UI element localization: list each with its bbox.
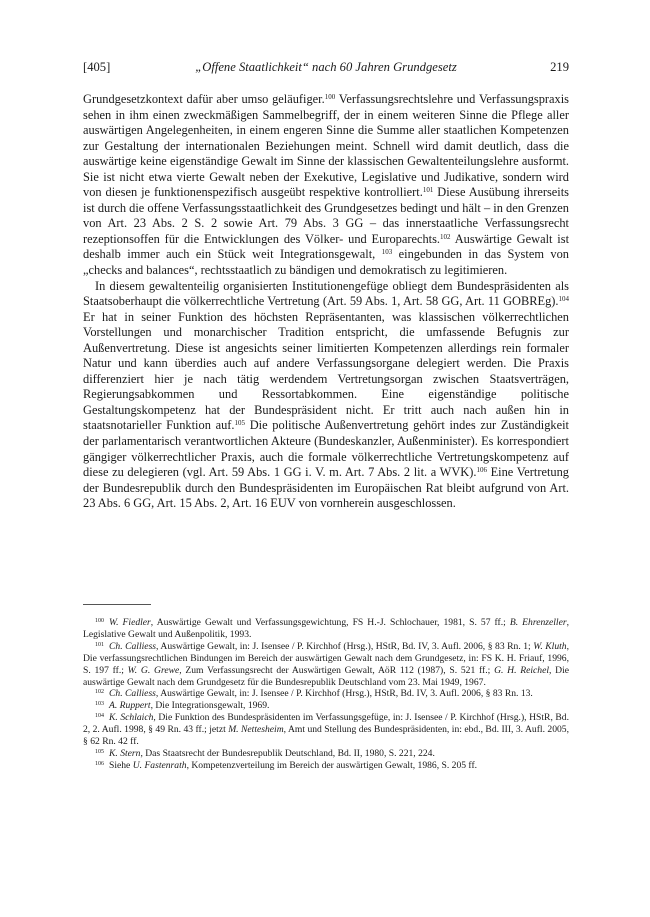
footnote (83, 617, 569, 641)
author-name: M. Nettesheim (228, 724, 284, 736)
author-name: U. Fastenrath (132, 759, 187, 771)
author-name: K. Stern (109, 747, 141, 759)
footnote-text: , Das Staatsrecht der Bundesrepublik Deutschland, Bd. II, 1980, S. 221, 224. (140, 747, 435, 759)
page-number: 219 (550, 60, 569, 74)
footnote-ref: 103 (381, 248, 393, 257)
text-run: Eine Vertretung der Bundesrepublik durch den Bundespräsidenten im Europäischen Rat bleibt aufgrund von Art. 23 Abs. 6 GG, Art. 15 Abs. 2, Art. 16 EUV von vornherein ausgeschlossen. (83, 465, 569, 511)
author-name: B. Ehrenzeller (509, 617, 567, 628)
paragraph-2 (83, 279, 569, 512)
text-run: Er hat in seiner Funktion des höchsten Repräsentanten, was klassischen völkerrechtlichen Vorstellungen und monarchischer Tradition entspricht, die umfassende Befugnis zur Außenvertretung. Diese ist angesichts seiner limitierten Kompetenzen allerdings rein formaler Natur und kann überdies auch auf andere Verfassungsorgane delegiert werden. Die Praxis differenziert hier je nach tätig werdendem Vertretungsorgan zwischen Staatsverträgen, Regierungsabkommen und Ressortabkommen. Eine eigenständige politische Gestaltungskompetenz hat der Bundespräsident nicht. Er tritt auch nach außen hin in staatsnotarieller Funktion auf. (83, 309, 569, 433)
running-header (83, 60, 569, 78)
author-name: W. Fiedler (109, 617, 151, 628)
text-run: Diese Ausübung ihrerseits ist durch die offene Verfassungsstaatlichkeit des Grundgesetzes bedingt und hält – in den Grenzen von Art. 23 Abs. 2 S. 2 sowie Art. 79 Abs. 3 GG – das innerstaatliche Verfassungsrecht rezeptionsoffen für die Entwicklungen des Völker- und Europarechts. (83, 185, 569, 246)
footnote-number: 106 (95, 760, 104, 767)
footnotes (83, 617, 569, 772)
footnote-number: 100 (95, 618, 104, 624)
text-run: eingebunden in das System von „checks and balances“, rechtsstaatlich zu bändigen und demokratisch zu legitimieren. (83, 247, 569, 278)
author-name: W. G. Grewe (127, 664, 180, 676)
footnote-text: , Kompetenzverteilung im Bereich der auswärtigen Gewalt, 1986, S. 205 ff. (186, 759, 478, 771)
footnote (83, 641, 569, 689)
text-run: In diesem gewaltenteilig organisierten Institutionengefüge obliegt dem Bundespräsidenten als Staatsoberhaupt die völkerrechtliche Vertretung (Art. 59 Abs. 1, Art. 58 GG, Art. 11 GOBREg). (83, 278, 569, 309)
footnote-text: , Die auswärtige Gewalt nach dem Grundgesetz für die Bundesrepublik Deutschland vom 23. Mai 1949, 1967. (83, 664, 570, 688)
footnote-ref: 101 (422, 186, 434, 195)
author-name: Ch. Calliess (109, 688, 156, 700)
text-run: Auswärtige Gewalt ist deshalb immer auch ein Stück weit Integrationsgewalt, (83, 231, 570, 262)
footnote-ref: 102 (440, 232, 451, 241)
page-label: [405] (83, 60, 111, 74)
author-name: Ch. Calliess (109, 640, 157, 652)
footnote (83, 748, 569, 760)
footnote-text: , Auswärtige Gewalt und Verfassungsgewichtung, FS H.-J. Schlochauer, 1981, S. 57 ff.; (150, 617, 510, 628)
footnote (83, 700, 569, 712)
footnote-ref: 100 (324, 93, 336, 101)
footnote (83, 760, 569, 772)
text-run: Die politische Außenvertretung gehört indes zur Zuständigkeit der parlamentarisch verantwortlichen Akteure (Bundeskanzler, Außenminister). Es korrespondiert gängiger völkerrechtlicher Praxis, auch die formale völkerrechtliche Vertretungskompetenz auf diese zu delegieren (vgl. Art. 59 Abs. 1 GG i. V. m. Art. 7 Abs. 2 lit. a WVK). (83, 418, 569, 480)
footnote-number: 104 (95, 713, 104, 720)
footnote-text: Siehe (109, 759, 133, 771)
footnote-ref: 106 (476, 466, 487, 475)
author-name: K. Schlaich (109, 712, 154, 724)
footnote-text: , Die Funktion des Bundespräsidenten im Verfassungsgefüge, in: J. Isensee / P. Kirchhof (Hrsg.), HStR, Bd. 2, 2. Aufl. 1998, § 49 Rn. 43 ff.; jetzt (83, 712, 570, 736)
footnote (83, 688, 569, 700)
footnote-text: , Die verfassungsrechtlichen Bindungen im Bereich der auswärtigen Gewalt nach dem Grundgesetz, in: FS K. H. Friauf, 1996, S. 197 ff.; (83, 640, 569, 676)
text-run: Grundgesetzkontext dafür aber umso geläufiger. (83, 92, 325, 106)
footnote-ref: 105 (234, 419, 246, 428)
running-title: „Offene Staatlichkeit“ nach 60 Jahren Grundgesetz (195, 60, 457, 74)
author-name: A. Ruppert (109, 700, 151, 712)
footnote-number: 102 (95, 689, 104, 696)
author-name: W. Kluth (533, 640, 567, 652)
footnote-text: , Legislative Gewalt und Außenpolitik, 1993. (83, 617, 569, 640)
footnote (83, 712, 569, 748)
paragraph-1 (83, 92, 569, 279)
footnote-text: , Die Integrationsgewalt, 1969. (150, 700, 270, 712)
footnote-ref: 104 (558, 295, 569, 304)
footnote-number: 101 (95, 641, 104, 648)
footnote-text: , Zum Verfassungsrecht der Auswärtigen Gewalt, AöR 112 (1987), S. 521 ff.; (179, 664, 495, 676)
text-run: Verfassungsrechtslehre und Verfassungspraxis sehen in ihm einen zweckmäßigen Sammelbegriff, der in einem weiteren Sinne die Pflege aller auswärtigen Angelegenheiten, in einem engeren Sinne die Summe aller staatlichen Kompetenzen zur Gestaltung der internationalen Beziehungen meint. Schnell wird damit deutlich, dass die auswärtige keine eigenständige Gewalt im Sinne der klassischen Gewaltenteilungslehre ausformt. Sie ist nicht etwa vierte Gewalt neben der Exekutive, Legislative und Judikative, sondern wird von diesen je funktionenspezifisch ausgeübt respektive kontrolliert. (83, 92, 569, 200)
main-text (83, 92, 569, 512)
footnote-number: 103 (95, 701, 104, 708)
footnote-number: 105 (95, 748, 104, 755)
author-name: G. H. Reichel (494, 664, 549, 676)
footnote-text: , Auswärtige Gewalt, in: J. Isensee / P. Kirchhof (Hrsg.), HStR, Bd. IV, 3. Aufl. 2006, § 83 Rn. 13. (155, 688, 533, 700)
footnote-text: , Auswärtige Gewalt, in: J. Isensee / P. Kirchhof (Hrsg.), HStR, Bd. IV, 3. Aufl. 2006, § 83 Rn. 1; (156, 640, 534, 652)
footnote-rule (83, 604, 151, 605)
footnote-text: , Amt und Stellung des Bundespräsidenten, in: ebd., Bd. III, 3. Aufl. 2005, § 62 Rn. 42 ff. (83, 724, 569, 748)
